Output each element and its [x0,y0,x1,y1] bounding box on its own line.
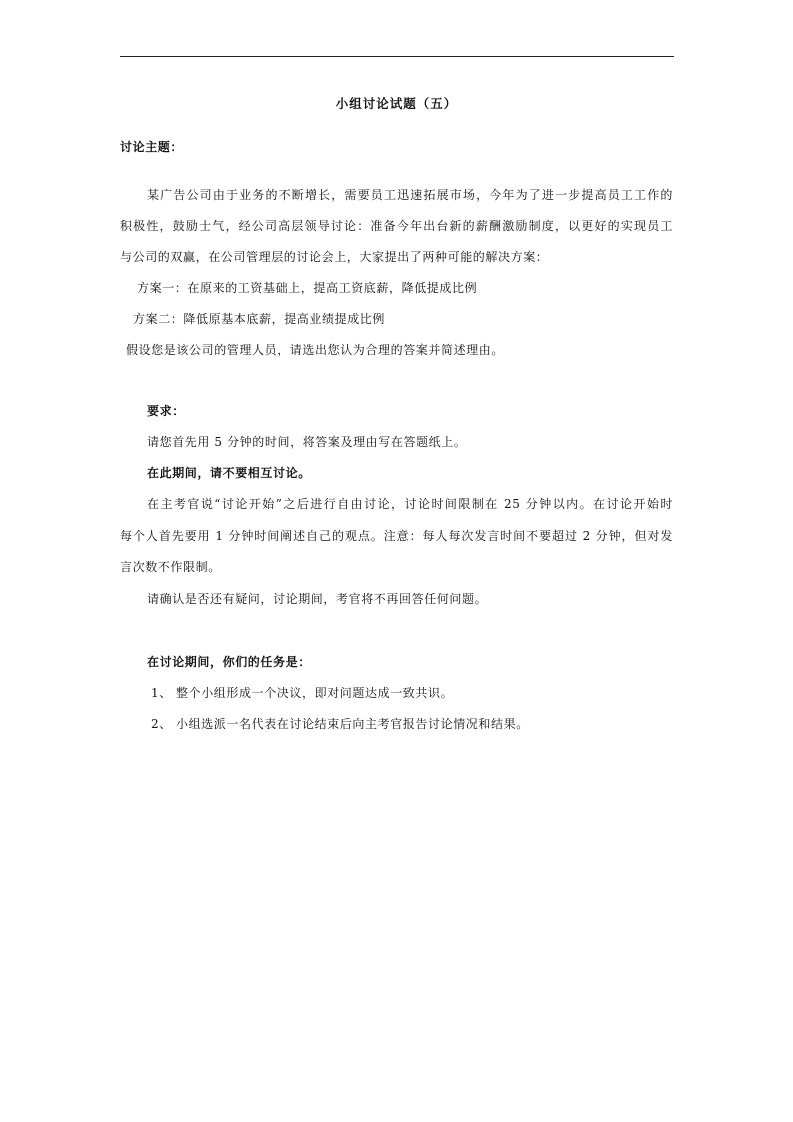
page-title: 小组讨论试题（五） [335,96,458,111]
tasks-heading: 在讨论期间，你们的任务是： [147,655,311,669]
intro-line-1: 某广告公司由于业务的不断增长，需要员工迅速拓展市场，今年为了进一步提高员工工作的 [147,188,673,202]
intro-line-3: 与公司的双赢，在公司管理层的讨论会上，大家提出了两种可能的解决方案： [120,250,549,264]
option-2: 方案二：降低原基本底薪，提高业绩提成比例 [133,312,386,326]
intro-line-2: 积极性，鼓励士气，经公司高层领导讨论：准备今年出台新的薪酬激励制度，以更好的实现员工 [120,219,673,233]
requirements-heading: 要求： [147,404,185,418]
requirement-3-line-3: 言次数不作限制。 [120,560,221,574]
requirement-3-line-1: 在主考官说“讨论开始”之后进行自由讨论，讨论时间限制在 25 分钟以内。在讨论开始时 [147,497,673,511]
option-1: 方案一：在原来的工资基础上，提高工资底薪，降低提成比例 [137,281,478,295]
requirement-2: 在此期间，请不要相互讨论。 [147,466,311,480]
requirement-3-line-2: 每个人首先要用 1 分钟时间阐述自己的观点。注意：每人每次发言时间不要超过 2 分钟，但对发 [120,529,673,543]
requirement-1: 请您首先用 5 分钟的时间，将答案及理由写在答题纸上。 [147,435,467,449]
topic-heading: 讨论主题： [120,140,184,154]
task-2-number: 2、 [151,717,172,731]
task-2-text: 小组选派一名代表在讨论结束后向主考官报告讨论情况和结果。 [176,717,529,731]
task-1-text: 整个小组形成一个决议，即对问题达成一致共识。 [176,686,454,700]
question: 假设您是该公司的管理人员，请选出您认为合理的答案并简述理由。 [126,343,505,357]
task-1-number: 1、 [151,686,172,700]
header-rule [120,56,674,57]
requirement-4: 请确认是否还有疑问，讨论期间，考官将不再回答任何问题。 [147,592,488,606]
